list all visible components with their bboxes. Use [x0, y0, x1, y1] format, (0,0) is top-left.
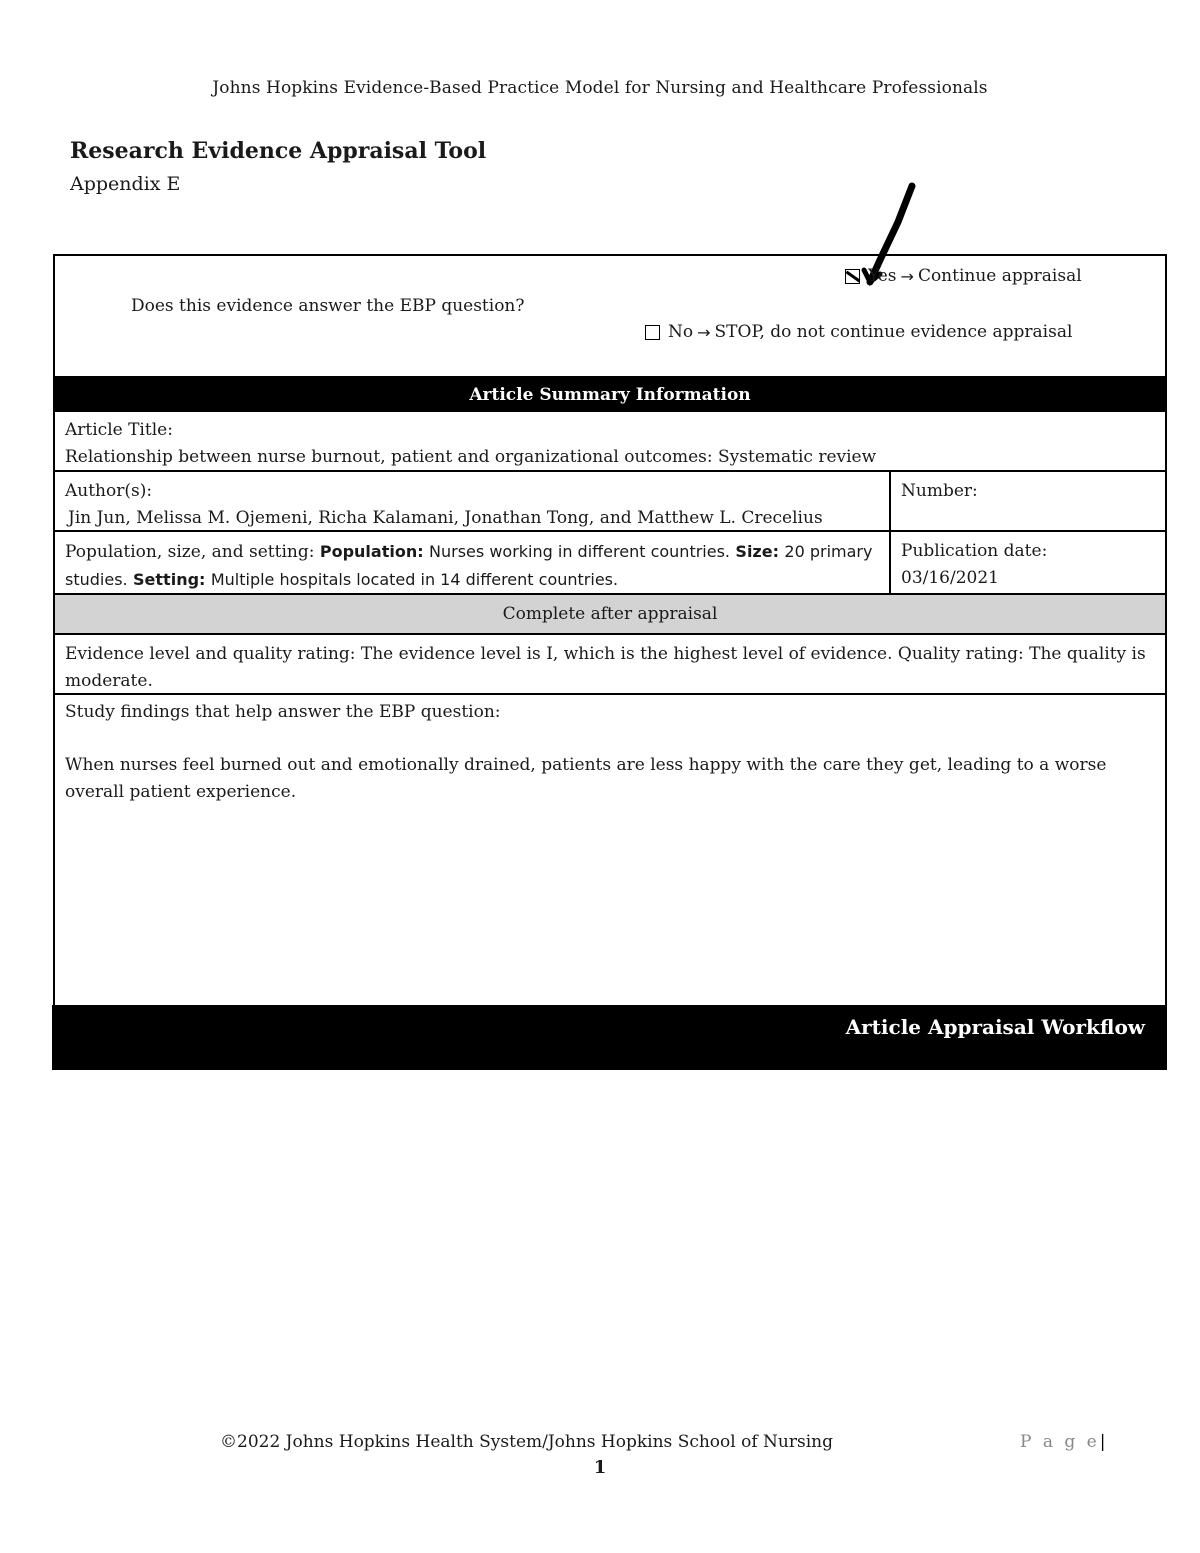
study-findings-cell[interactable]	[55, 695, 1165, 812]
page-separator: |	[1099, 1432, 1106, 1452]
setting-key: Setting:	[133, 570, 206, 589]
publication-date-value: 03/16/2021	[901, 568, 999, 588]
evidence-level-row	[55, 635, 1165, 695]
arrow-right-icon: →	[697, 322, 711, 342]
article-appraisal-workflow-bar	[52, 1005, 1167, 1070]
size-key: Size:	[735, 542, 779, 561]
footer-copyright: ©2022 Johns Hopkins Health System/Johns Hopkins School of Nursing	[220, 1432, 833, 1452]
arrow-right-icon: →	[900, 266, 914, 286]
evidence-level-value: The evidence level is I, which is the highest level of evidence. Quality rating: The quality is moderate.	[65, 644, 1146, 691]
setting-text: Multiple hospitals located in 14 different countries.	[210, 570, 619, 589]
no-action: STOP, do not continue evidence appraisal	[714, 322, 1073, 342]
publication-date-cell[interactable]	[889, 532, 1165, 593]
footer-page-number: 1	[593, 1457, 607, 1478]
authors-label: Author(s):	[65, 481, 153, 501]
page-label: P a g e	[1020, 1432, 1100, 1452]
study-findings-value: When nurses feel burned out and emotionally drained, patients are less happy with the care they get, leading to a worse overall patient experience.	[65, 755, 1107, 802]
document-title: Research Evidence Appraisal Tool	[70, 138, 487, 164]
population-row	[55, 532, 1165, 595]
no-option[interactable]	[645, 322, 1072, 342]
article-title-cell	[55, 412, 1165, 470]
article-title-row	[55, 412, 1165, 472]
publication-date-label: Publication date:	[901, 541, 1048, 561]
number-cell[interactable]	[889, 472, 1165, 530]
ebp-question-text: Does this evidence answer the EBP question?	[131, 296, 525, 316]
evidence-level-cell[interactable]	[55, 635, 1165, 693]
number-label: Number:	[901, 481, 978, 501]
yes-option[interactable]	[845, 266, 1082, 286]
authors-value[interactable]: Jin Jun, Melissa M. Ojemeni, Richa Kalamani, Jonathan Tong, and Matthew L. Crecelius	[68, 508, 823, 528]
authors-cell	[55, 472, 889, 530]
yes-label: Yes	[868, 266, 897, 286]
article-summary-heading: Article Summary Information	[55, 378, 1165, 412]
no-checkbox[interactable]	[645, 325, 660, 340]
authors-row	[55, 472, 1165, 532]
appraisal-form	[53, 254, 1167, 1009]
ebp-question-row	[55, 256, 1165, 378]
footer-page-label	[1020, 1432, 1105, 1452]
article-title-label: Article Title:	[65, 420, 173, 440]
population-text: Nurses working in different countries.	[429, 542, 731, 561]
study-findings-row	[55, 695, 1165, 1007]
population-label: Population, size, and setting:	[65, 542, 315, 562]
no-label: No	[668, 322, 694, 342]
population-key: Population:	[319, 542, 424, 561]
article-appraisal-workflow-label[interactable]: Article Appraisal Workflow	[845, 1015, 1145, 1039]
article-title-value[interactable]: Relationship between nurse burnout, patient and organizational outcomes: Systematic review	[65, 447, 877, 467]
population-cell[interactable]	[55, 532, 889, 593]
document-subtitle: Appendix E	[70, 173, 181, 195]
study-findings-label: Study findings that help answer the EBP question:	[65, 702, 501, 722]
evidence-level-label: Evidence level and quality rating:	[65, 644, 356, 664]
complete-after-appraisal-heading: Complete after appraisal	[55, 595, 1165, 635]
size-text: 20 primary studies.	[65, 542, 873, 589]
yes-action: Continue appraisal	[917, 266, 1082, 286]
yes-checkbox[interactable]	[845, 269, 860, 284]
page-header: Johns Hopkins Evidence-Based Practice Model for Nursing and Healthcare Professionals	[212, 78, 988, 98]
